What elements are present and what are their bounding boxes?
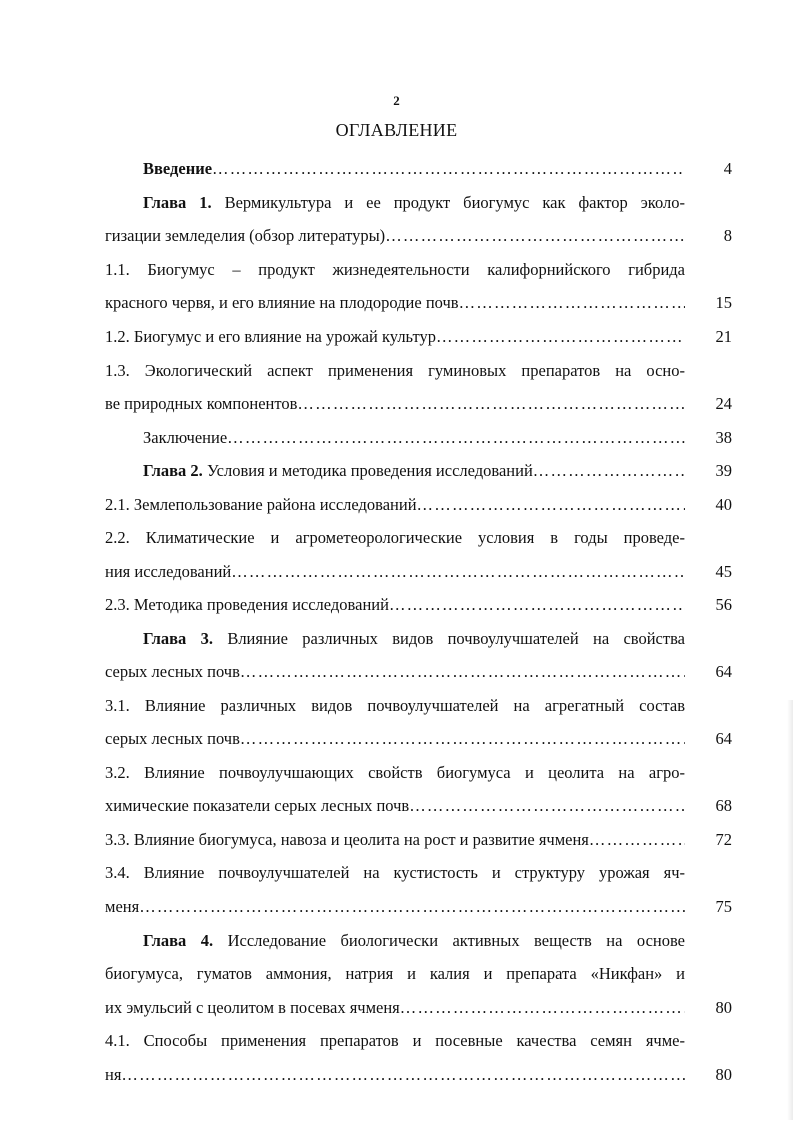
toc-page-number: 75 — [715, 897, 732, 916]
toc-entry-3-2[interactable]: 3.2. Влияние почвоулучшающих свойств биогумуса и цеолита на агро- — [105, 763, 685, 782]
toc-entry-1-1[interactable]: 1.1. Биогумус – продукт жизнедеятельности калифорнийского гибрида — [105, 260, 685, 279]
toc-page-number: 45 — [715, 562, 732, 581]
toc-page-number: 4 — [723, 159, 732, 178]
toc-entry-3-4-cont[interactable]: меня ……………………………………………………………………………………………………………………………………………………………………… — [105, 896, 685, 918]
toc-page-number: 56 — [715, 595, 732, 614]
toc-page-number: 72 — [715, 830, 732, 849]
toc-page-number: 80 — [715, 998, 732, 1017]
toc-page-number: 21 — [715, 327, 732, 346]
toc-entry-chapter-3-cont[interactable]: серых лесных почв ……………………………………………………………………………………………………………………………………………………………………… — [105, 661, 685, 683]
toc-entry-1-1-cont[interactable]: красного червя, и его влияние на плодородие почв ……………………………………………………………………………………………………………………………………………………………………… — [105, 292, 685, 314]
toc-entry-3-3[interactable]: 3.3. Влияние биогумуса, навоза и цеолита на рост и развитие ячменя ……………………………………………………………………………………………………………………………………………………………………… — [105, 829, 685, 851]
toc-entry-1-3-cont[interactable]: ве природных компонентов ……………………………………………………………………………………………………………………………………………………………………… — [105, 393, 685, 415]
toc-entry-chapter-1[interactable]: Глава 1. Вермикультура и ее продукт биогумус как фактор эколо- — [143, 193, 685, 212]
toc-entry-chapter-2[interactable]: Глава 2. Условия и методика проведения исследований ……………………………………………………………………………………………………………………………………………………………………… — [143, 460, 685, 482]
toc-entry-conclusion[interactable]: Заключение ……………………………………………………………………………………………………………………………………………………………………… — [143, 427, 685, 449]
toc-page-number: 80 — [715, 1065, 732, 1084]
toc-entry-2-2[interactable]: 2.2. Климатические и агрометеорологические условия в годы проведе- — [105, 528, 685, 547]
toc-page-number: 24 — [715, 394, 732, 413]
scan-edge-shadow — [787, 700, 793, 1120]
toc-entry-3-1-cont[interactable]: серых лесных почв ……………………………………………………………………………………………………………………………………………………………………… — [105, 728, 685, 750]
page-number: 2 — [393, 93, 400, 108]
toc-entry-2-3[interactable]: 2.3. Методика проведения исследований ……………………………………………………………………………………………………………………………………………………………………… — [105, 594, 685, 616]
toc-entry-1-3[interactable]: 1.3. Экологический аспект применения гуминовых препаратов на осно- — [105, 361, 685, 380]
toc-entry-3-4[interactable]: 3.4. Влияние почвоулучшателей на кустистость и структуру урожая яч- — [105, 863, 685, 882]
toc-page-number: 15 — [715, 293, 732, 312]
toc-entry-4-1-cont[interactable]: ня ……………………………………………………………………………………………………………………………………………………………………… — [105, 1064, 685, 1086]
toc-entry-chapter-4-cont[interactable]: биогумуса, гуматов аммония, натрия и калия и препарата «Никфан» и — [105, 964, 685, 983]
page-title: ОГЛАВЛЕНИЕ — [335, 120, 458, 140]
toc-entry-chapter-4[interactable]: Глава 4. Исследование биологически активных веществ на основе — [143, 931, 685, 950]
toc-entry-2-2-cont[interactable]: ния исследований ……………………………………………………………………………………………………………………………………………………………………… — [105, 561, 685, 583]
toc-page-number: 8 — [723, 226, 732, 245]
toc-entry-2-1[interactable]: 2.1. Землепользование района исследований ……………………………………………………………………………………………………………………………………………………………………… — [105, 494, 685, 516]
toc-page-number: 39 — [715, 461, 732, 480]
toc-entry-chapter-1-cont[interactable]: гизации земледелия (обзор литературы) ……………………………………………………………………………………………………………………………………………………………………… — [105, 225, 685, 247]
toc-page-number: 68 — [715, 796, 732, 815]
toc-entry-4-1[interactable]: 4.1. Способы применения препаратов и посевные качества семян ячме- — [105, 1031, 685, 1050]
toc-entry-1-2[interactable]: 1.2. Биогумус и его влияние на урожай культур ……………………………………………………………………………………………………………………………………………………………………… — [105, 326, 685, 348]
toc-page-number: 38 — [715, 428, 732, 447]
toc-entry-chapter-3[interactable]: Глава 3. Влияние различных видов почвоулучшателей на свойства — [143, 629, 685, 648]
toc-page-number: 64 — [715, 729, 732, 748]
toc-page-number: 40 — [715, 495, 732, 514]
toc-entry-3-1[interactable]: 3.1. Влияние различных видов почвоулучшателей на агрегатный состав — [105, 696, 685, 715]
toc-entry-3-2-cont[interactable]: химические показатели серых лесных почв ……………………………………………………………………………………………………………………………………………………………………… — [105, 795, 685, 817]
toc-entry-intro[interactable]: Введение ……………………………………………………………………………………………………………………………………………………………………… — [143, 158, 685, 180]
toc-page-number: 64 — [715, 662, 732, 681]
toc-entry-chapter-4-cont-2[interactable]: их эмульсий с цеолитом в посевах ячменя ……………………………………………………………………………………………………………………………………………………………………… — [105, 997, 685, 1019]
